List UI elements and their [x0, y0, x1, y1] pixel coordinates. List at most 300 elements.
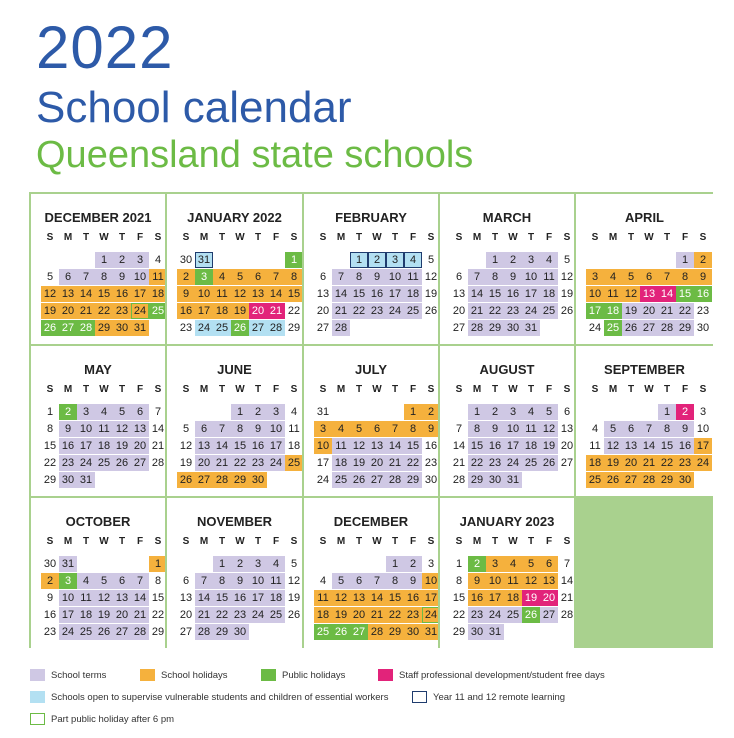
day-cell: 25	[213, 320, 231, 336]
day-cell: 24	[249, 607, 267, 623]
day-cell: 28	[267, 320, 285, 336]
day-header: M	[336, 536, 346, 547]
day-cell: 11	[332, 438, 350, 454]
month-panel	[440, 346, 574, 496]
day-cell: 15	[676, 286, 694, 302]
day-cell: 7	[563, 558, 571, 570]
day-cell: 27	[350, 624, 368, 640]
day-cell: 9	[404, 573, 422, 589]
day-cell: 20	[452, 305, 466, 317]
day-cell: 18	[213, 303, 231, 319]
day-cell: 1	[231, 404, 249, 420]
month-panel	[31, 346, 165, 496]
day-cell: 17	[586, 303, 604, 319]
day-cell: 10	[586, 286, 604, 302]
day-cell: 15	[350, 286, 368, 302]
day-cell: 14	[560, 575, 574, 587]
day-cell: 8	[468, 421, 486, 437]
day-header: T	[355, 536, 363, 547]
legend-open	[30, 691, 388, 703]
day-cell: 25	[540, 303, 558, 319]
day-cell: 10	[267, 421, 285, 437]
day-header: T	[254, 232, 262, 243]
day-cell: 15	[285, 286, 302, 302]
day-cell: 25	[314, 624, 332, 640]
day-header: S	[591, 232, 599, 243]
day-cell: 9	[486, 421, 504, 437]
day-header: M	[199, 232, 209, 243]
day-header: T	[627, 384, 635, 395]
day-cell: 17	[267, 438, 285, 454]
day-cell: 3	[427, 558, 435, 570]
month-panel	[167, 194, 302, 344]
day-cell: 22	[213, 607, 231, 623]
day-cell: 4	[267, 556, 285, 572]
day-cell: 30	[43, 558, 57, 570]
day-cell: 27	[452, 322, 466, 334]
day-cell: 10	[314, 438, 332, 454]
day-header: T	[491, 232, 499, 243]
day-cell: 5	[350, 421, 368, 437]
day-cell: 16	[694, 286, 712, 302]
day-cell: 9	[113, 269, 131, 285]
day-cell: 17	[504, 438, 522, 454]
day-header: T	[118, 384, 126, 395]
day-cell: 22	[151, 609, 165, 621]
day-cell: 3	[267, 404, 285, 420]
day-cell: 26	[560, 305, 574, 317]
day-cell: 18	[604, 303, 622, 319]
day-cell: 11	[95, 421, 113, 437]
staff-swatch-icon	[378, 669, 393, 681]
day-cell: 25	[149, 303, 165, 319]
day-cell: 27	[131, 455, 149, 471]
day-cell: 6	[249, 269, 267, 285]
day-cell: 6	[319, 271, 327, 283]
day-cell: 2	[368, 252, 386, 268]
day-cell: 31	[131, 320, 149, 336]
day-cell: 5	[290, 558, 298, 570]
day-cell: 12	[179, 440, 193, 452]
day-cell: 28	[77, 320, 95, 336]
day-header: T	[218, 232, 226, 243]
day-cell: 1	[658, 404, 676, 420]
day-cell: 10	[131, 269, 149, 285]
day-cell: 15	[658, 438, 676, 454]
day-cell: 26	[350, 472, 368, 488]
legend-holidays	[140, 669, 228, 681]
month-title: FEBRUARY	[335, 210, 407, 225]
day-cell: 2	[676, 404, 694, 420]
day-cell: 6	[59, 269, 77, 285]
day-cell: 11	[314, 590, 332, 606]
day-cell: 16	[424, 440, 438, 452]
day-cell: 30	[504, 320, 522, 336]
day-cell: 29	[486, 320, 504, 336]
day-cell: 19	[350, 455, 368, 471]
day-cell: 22	[676, 303, 694, 319]
day-header: M	[63, 232, 73, 243]
day-cell: 16	[177, 303, 195, 319]
day-header: W	[235, 384, 245, 395]
day-cell: 21	[658, 303, 676, 319]
day-cell: 23	[696, 305, 710, 317]
day-cell: 24	[267, 455, 285, 471]
day-cell: 25	[586, 472, 604, 488]
day-cell: 19	[231, 303, 249, 319]
day-cell: 16	[231, 590, 249, 606]
day-cell: 21	[131, 607, 149, 623]
day-cell: 21	[452, 457, 466, 469]
day-header: T	[218, 536, 226, 547]
day-header: F	[681, 232, 689, 243]
day-cell: 20	[560, 440, 574, 452]
day-cell: 28	[213, 472, 231, 488]
day-cell: 1	[676, 252, 694, 268]
day-cell: 29	[231, 472, 249, 488]
day-cell: 8	[350, 269, 368, 285]
day-cell: 3	[386, 252, 404, 268]
day-header: T	[355, 384, 363, 395]
day-cell: 17	[522, 286, 540, 302]
day-cell: 19	[424, 288, 438, 300]
day-cell: 20	[113, 607, 131, 623]
day-cell: 1	[46, 406, 54, 418]
day-cell: 19	[604, 455, 622, 471]
day-cell: 22	[658, 455, 676, 471]
day-header: M	[472, 384, 482, 395]
day-cell: 8	[658, 421, 676, 437]
day-cell: 7	[195, 573, 213, 589]
day-cell: 27	[59, 320, 77, 336]
day-cell: 26	[604, 472, 622, 488]
day-cell: 11	[149, 269, 165, 285]
day-cell: 12	[350, 438, 368, 454]
day-cell: 26	[540, 455, 558, 471]
day-cell: 19	[540, 438, 558, 454]
day-cell: 24	[504, 455, 522, 471]
day-cell: 26	[424, 305, 438, 317]
day-cell: 31	[59, 556, 77, 572]
day-header: S	[699, 384, 707, 395]
month-panel	[304, 498, 438, 648]
day-cell: 27	[640, 320, 658, 336]
day-cell: 16	[113, 286, 131, 302]
day-cell: 30	[231, 624, 249, 640]
day-cell: 31	[316, 406, 330, 418]
day-cell: 19	[522, 590, 540, 606]
day-cell: 14	[195, 590, 213, 606]
day-cell: 14	[267, 286, 285, 302]
day-header: S	[290, 536, 298, 547]
day-cell: 25	[77, 624, 95, 640]
day-cell: 15	[486, 286, 504, 302]
legend-staff-label: Staff professional development/student free days	[399, 669, 605, 681]
day-cell: 26	[113, 455, 131, 471]
day-cell: 10	[249, 573, 267, 589]
day-cell: 16	[368, 286, 386, 302]
day-cell: 5	[332, 573, 350, 589]
day-cell: 29	[452, 626, 466, 638]
legend-holidays-label: School holidays	[161, 669, 228, 681]
day-cell: 13	[113, 590, 131, 606]
day-cell: 12	[113, 421, 131, 437]
day-cell: 2	[59, 404, 77, 420]
day-header: S	[46, 232, 54, 243]
day-cell: 17	[386, 286, 404, 302]
day-header: T	[527, 536, 535, 547]
day-cell: 1	[468, 404, 486, 420]
day-cell: 14	[640, 438, 658, 454]
day-cell: 5	[540, 404, 558, 420]
day-header: F	[545, 536, 553, 547]
month-title: DECEMBER 2021	[44, 210, 152, 225]
day-cell: 31	[504, 472, 522, 488]
day-header: F	[409, 384, 417, 395]
day-header: M	[472, 232, 482, 243]
day-cell: 16	[676, 438, 694, 454]
day-header: S	[290, 232, 298, 243]
day-cell: 27	[179, 626, 193, 638]
day-cell: 18	[522, 438, 540, 454]
day-cell: 29	[287, 322, 301, 334]
day-cell: 25	[267, 607, 285, 623]
day-cell: 21	[213, 455, 231, 471]
day-cell: 9	[504, 269, 522, 285]
day-cell: 30	[249, 472, 267, 488]
day-cell: 29	[213, 624, 231, 640]
holiday-swatch-icon	[140, 669, 155, 681]
day-cell: 17	[249, 590, 267, 606]
day-cell: 21	[151, 440, 165, 452]
day-cell: 6	[182, 575, 190, 587]
day-header: S	[290, 384, 298, 395]
day-header: T	[118, 232, 126, 243]
day-cell: 18	[267, 590, 285, 606]
month-title: SEPTEMBER	[604, 362, 685, 377]
day-cell: 4	[604, 269, 622, 285]
day-cell: 6	[113, 573, 131, 589]
day-cell: 16	[468, 590, 486, 606]
day-cell: 9	[249, 421, 267, 437]
day-header: S	[46, 536, 54, 547]
day-cell: 3	[314, 421, 332, 437]
day-cell: 11	[404, 269, 422, 285]
day-cell: 12	[287, 575, 301, 587]
day-cell: 25	[95, 455, 113, 471]
day-cell: 31	[486, 624, 504, 640]
day-cell: 7	[154, 406, 162, 418]
day-cell: 29	[95, 320, 113, 336]
day-cell: 7	[640, 421, 658, 437]
day-cell: 22	[386, 607, 404, 623]
day-cell: 1	[486, 252, 504, 268]
day-cell: 8	[95, 269, 113, 285]
day-header: S	[427, 384, 435, 395]
day-cell: 22	[468, 455, 486, 471]
day-header: W	[235, 232, 245, 243]
day-cell: 10	[59, 590, 77, 606]
day-header: W	[508, 384, 518, 395]
day-cell: 18	[504, 590, 522, 606]
day-cell: 14	[332, 286, 350, 302]
legend-terms	[30, 669, 106, 681]
day-cell: 18	[540, 286, 558, 302]
month-title: DECEMBER	[333, 514, 409, 529]
day-header: S	[154, 232, 162, 243]
day-cell: 5	[182, 423, 190, 435]
day-cell: 14	[368, 590, 386, 606]
day-cell: 24	[422, 607, 438, 623]
day-cell: 22	[452, 609, 466, 621]
day-cell: 17	[422, 590, 438, 606]
day-cell: 23	[424, 457, 438, 469]
day-cell: 26	[332, 624, 350, 640]
day-cell: 17	[59, 607, 77, 623]
day-header: T	[218, 384, 226, 395]
month-title: MAY	[84, 362, 112, 377]
day-cell: 19	[41, 303, 59, 319]
day-cell: 11	[504, 573, 522, 589]
day-header: S	[455, 384, 463, 395]
day-header: F	[272, 232, 280, 243]
day-cell: 8	[386, 573, 404, 589]
day-header: S	[427, 536, 435, 547]
day-cell: 25	[504, 607, 522, 623]
day-cell: 10	[77, 421, 95, 437]
day-cell: 10	[504, 421, 522, 437]
day-cell: 12	[231, 286, 249, 302]
day-cell: 12	[604, 438, 622, 454]
day-cell: 18	[314, 607, 332, 623]
day-cell: 3	[522, 252, 540, 268]
day-cell: 26	[95, 624, 113, 640]
legend-public-label: Public holidays	[282, 669, 346, 681]
month-panel	[31, 194, 165, 344]
day-cell: 10	[696, 423, 710, 435]
day-cell: 31	[522, 320, 540, 336]
day-header: F	[545, 384, 553, 395]
day-cell: 4	[591, 423, 599, 435]
day-cell: 11	[522, 421, 540, 437]
month-panel	[167, 498, 302, 648]
day-cell: 8	[676, 269, 694, 285]
day-cell: 22	[231, 455, 249, 471]
day-cell: 1	[350, 252, 368, 268]
day-cell: 1	[386, 556, 404, 572]
month-panel	[304, 346, 438, 496]
day-cell: 8	[404, 421, 422, 437]
day-cell: 6	[640, 269, 658, 285]
day-header: T	[391, 232, 399, 243]
day-cell: 2	[486, 404, 504, 420]
calendar-grid	[29, 192, 713, 648]
page-subtitle: Queensland state schools	[36, 134, 474, 176]
day-cell: 11	[604, 286, 622, 302]
day-cell: 30	[486, 472, 504, 488]
day-cell: 21	[332, 303, 350, 319]
day-cell: 2	[404, 556, 422, 572]
month-title: APRIL	[625, 210, 664, 225]
day-cell: 14	[658, 286, 676, 302]
day-header: W	[99, 384, 109, 395]
month-title: OCTOBER	[65, 514, 131, 529]
day-cell: 17	[694, 438, 712, 454]
day-cell: 17	[77, 438, 95, 454]
term-swatch-icon	[30, 669, 45, 681]
day-cell: 30	[696, 322, 710, 334]
month-panel	[167, 346, 302, 496]
day-cell: 4	[540, 252, 558, 268]
day-cell: 3	[131, 252, 149, 268]
day-cell: 31	[77, 472, 95, 488]
day-cell: 2	[231, 556, 249, 572]
day-cell: 18	[77, 607, 95, 623]
day-cell: 20	[640, 303, 658, 319]
day-header: S	[182, 232, 190, 243]
day-cell: 11	[267, 573, 285, 589]
day-cell: 22	[43, 457, 57, 469]
day-cell: 6	[350, 573, 368, 589]
day-cell: 14	[77, 286, 95, 302]
day-cell: 29	[43, 474, 57, 486]
day-cell: 23	[249, 455, 267, 471]
month-title: JANUARY 2022	[187, 210, 282, 225]
day-cell: 8	[46, 423, 54, 435]
day-header: T	[491, 536, 499, 547]
day-cell: 16	[249, 438, 267, 454]
day-cell: 4	[522, 404, 540, 420]
day-cell: 3	[699, 406, 707, 418]
day-cell: 3	[249, 556, 267, 572]
day-cell: 15	[231, 438, 249, 454]
day-cell: 21	[386, 455, 404, 471]
day-cell: 3	[586, 269, 604, 285]
day-cell: 9	[694, 269, 712, 285]
day-cell: 8	[213, 573, 231, 589]
day-header: F	[136, 536, 144, 547]
day-cell: 23	[504, 303, 522, 319]
day-cell: 24	[486, 607, 504, 623]
public-swatch-icon	[261, 669, 276, 681]
legend-public	[261, 669, 345, 681]
day-cell: 24	[694, 455, 712, 471]
day-cell: 15	[43, 440, 57, 452]
day-cell: 6	[563, 406, 571, 418]
day-cell: 14	[452, 440, 466, 452]
day-header: S	[455, 232, 463, 243]
day-cell: 29	[658, 472, 676, 488]
day-cell: 5	[622, 269, 640, 285]
day-cell: 13	[560, 423, 574, 435]
day-cell: 4	[77, 573, 95, 589]
day-cell: 23	[59, 455, 77, 471]
day-cell: 25	[404, 303, 422, 319]
day-header: F	[136, 232, 144, 243]
day-cell: 30	[113, 320, 131, 336]
day-cell: 14	[151, 423, 165, 435]
day-cell: 2	[504, 252, 522, 268]
day-header: M	[336, 384, 346, 395]
day-cell: 4	[404, 252, 422, 268]
day-cell: 13	[131, 421, 149, 437]
day-cell: 24	[386, 303, 404, 319]
day-cell: 25	[604, 320, 622, 336]
day-cell: 27	[316, 322, 330, 334]
day-cell: 8	[154, 575, 162, 587]
day-cell: 9	[46, 592, 54, 604]
day-cell: 12	[41, 286, 59, 302]
